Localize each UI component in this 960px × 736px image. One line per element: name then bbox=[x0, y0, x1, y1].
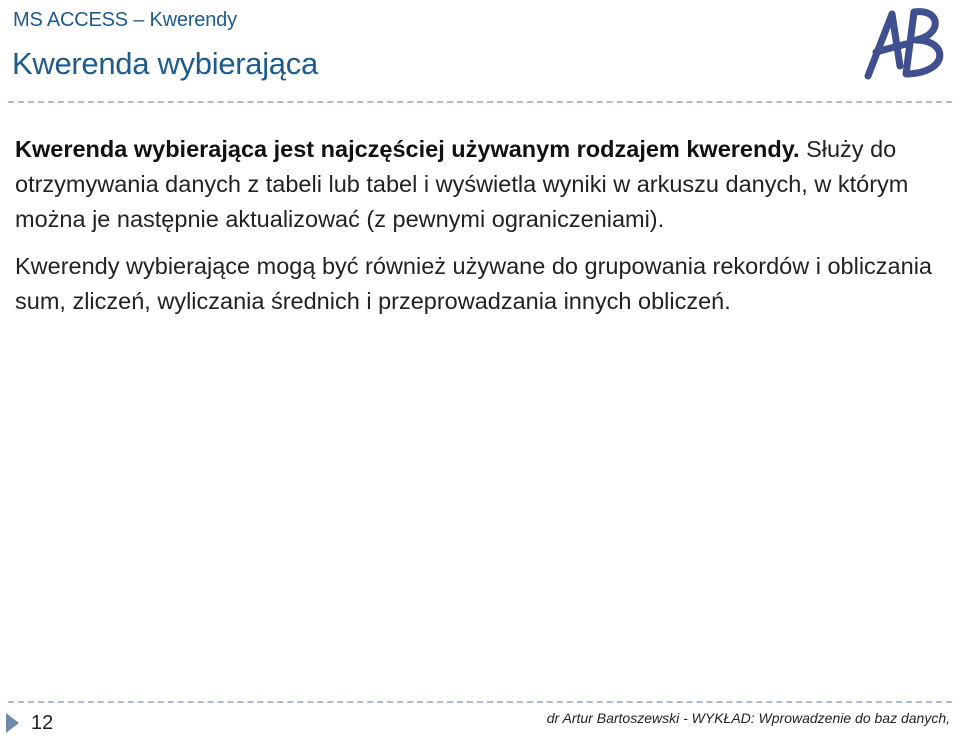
slide-title: Kwerenda wybierająca bbox=[12, 46, 318, 81]
paragraph-definition bbox=[15, 132, 945, 237]
footer-author-text: dr Artur Bartoszewski - WYKŁAD: Wprowadzenie do baz danych, bbox=[546, 710, 950, 726]
triangle-right-icon bbox=[6, 713, 19, 733]
header-divider bbox=[8, 101, 952, 103]
paragraph-grouping: Kwerendy wybierające mogą być również używane do grupowania rekordów i obliczania sum, zliczeń, wyliczania średnich i przeprowadzania innych obliczeń. bbox=[15, 253, 932, 314]
slide-content bbox=[15, 132, 945, 331]
presentation-subtitle: MS ACCESS – Kwerendy bbox=[13, 9, 237, 31]
ab-logo-icon bbox=[862, 4, 954, 84]
paragraph-definition-bold: Kwerenda wybierająca jest najczęściej używanym rodzajem kwerendy. bbox=[15, 136, 800, 162]
footer-divider bbox=[8, 701, 952, 703]
paragraph-definition-rest: Służy do otrzymywania danych z tabeli lub tabel i wyświetla wyniki w arkuszu danych, w którym można je następnie aktualizować (z pewnymi ograniczeniami). bbox=[15, 136, 909, 232]
page-number: 12 bbox=[31, 712, 54, 734]
